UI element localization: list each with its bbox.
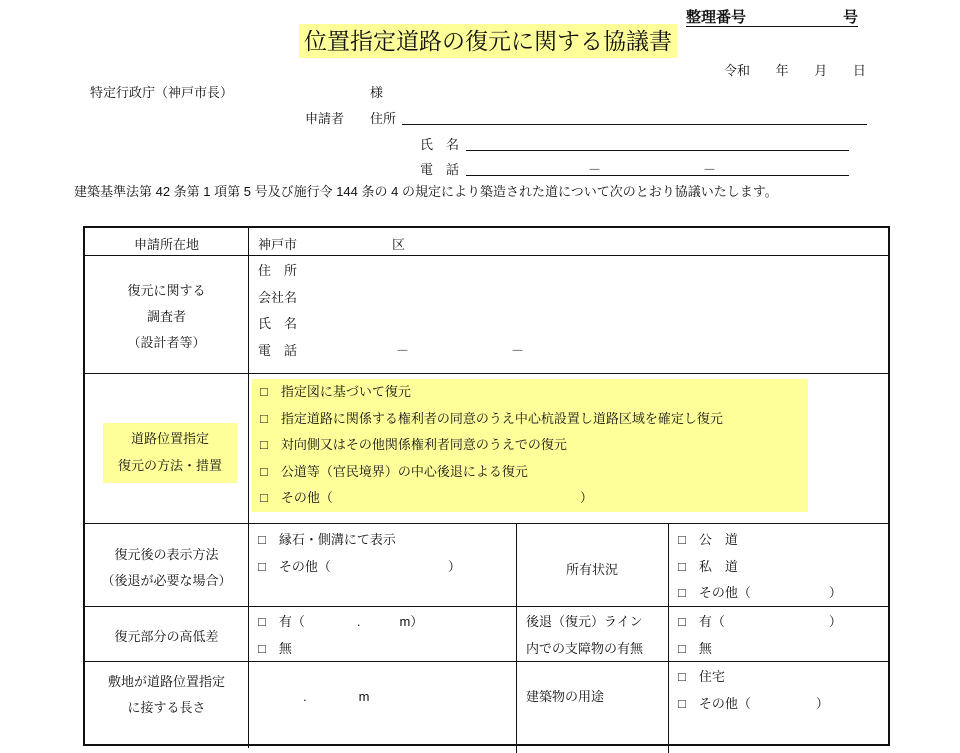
- method-option[interactable]: □ その他（ ）: [260, 490, 593, 505]
- applicant-label: 申請者: [305, 111, 345, 126]
- method-option[interactable]: □ 指定図に基づいて復元: [260, 384, 411, 399]
- use-options: [678, 664, 829, 717]
- label-line: 復元の方法・措置: [117, 458, 222, 473]
- reference-number-suffix: 号: [842, 9, 858, 26]
- height-diff-option[interactable]: □ 有（ . m）: [258, 614, 424, 629]
- investigator-company[interactable]: 会社名: [258, 289, 298, 305]
- ownership-label: 所有状況: [565, 562, 618, 577]
- phone-field[interactable]: [466, 159, 849, 176]
- name-label: 氏 名: [420, 137, 460, 152]
- label-line: （後退が必要な場合）: [101, 573, 232, 588]
- obstacles-option[interactable]: □ 無: [678, 640, 712, 656]
- method-option[interactable]: □ 対向側又はその他関係権利者同意のうえでの復元: [260, 437, 567, 452]
- label-line: （設計者等）: [127, 335, 206, 350]
- document-title: 位置指定道路の復元に関する協議書: [299, 24, 677, 58]
- label-line: 調査者: [146, 309, 186, 324]
- date-month: 月: [814, 63, 828, 78]
- phone-separator: －: [588, 162, 602, 177]
- label-line: に接する長さ: [127, 700, 206, 715]
- method-option[interactable]: □ 公道等（官民境界）の中心後退による復元: [260, 463, 528, 479]
- height-diff-options: [258, 609, 423, 662]
- use-option[interactable]: □ 住宅: [678, 669, 725, 684]
- location-label: 申請所在地: [133, 237, 199, 252]
- display-options: [258, 527, 461, 580]
- obstacles-label: [526, 609, 643, 662]
- label-line: 復元に関する: [127, 283, 206, 298]
- date-era: 令和: [724, 63, 751, 78]
- date-line: [724, 60, 866, 79]
- label-line: 後退（復元）ライン: [526, 614, 643, 629]
- investigator-label: [85, 278, 248, 356]
- method-label: [103, 423, 237, 483]
- obstacles-options: [678, 609, 842, 662]
- investigator-address[interactable]: 住 所: [258, 263, 298, 278]
- addressee: 特定行政庁（神戸市長）: [90, 85, 234, 100]
- label-line: 敷地が道路位置指定: [107, 674, 225, 689]
- phone-separator: －: [396, 342, 410, 358]
- investigator-phone[interactable]: [258, 338, 525, 365]
- obstacles-option[interactable]: □ 有（ ）: [678, 614, 842, 629]
- ownership-option[interactable]: □ 公 道: [678, 532, 738, 547]
- investigator-name[interactable]: 氏 名: [258, 316, 298, 331]
- phone-label: 電 話: [258, 342, 298, 358]
- phone-label: 電 話: [420, 162, 460, 177]
- label-line: 内での支障物の有無: [526, 640, 644, 656]
- display-option[interactable]: □ その他（ ）: [258, 558, 461, 574]
- intro-text: 建築基準法第 42 条第 1 項第 5 号及び施行令 144 条の 4 の規定により築造された道について次のとおり協議いたします。: [74, 184, 778, 199]
- frontage-value[interactable]: . m: [303, 689, 370, 704]
- ownership-option[interactable]: □ 私 道: [678, 558, 738, 574]
- label-line: 復元後の表示方法: [114, 547, 219, 562]
- location-ward: 区: [392, 237, 406, 252]
- phone-separator: －: [703, 162, 717, 177]
- date-year: 年: [775, 63, 789, 78]
- height-diff-label: 復元部分の高低差: [114, 629, 219, 644]
- reference-number-label: 整理番号: [686, 9, 747, 26]
- address-field[interactable]: [402, 108, 867, 125]
- location-city: 神戸市: [258, 237, 298, 252]
- investigator-fields: [258, 258, 525, 364]
- label-line: 道路位置指定: [130, 431, 209, 446]
- display-label: [85, 542, 248, 594]
- method-option[interactable]: □ 指定道路に関係する権利者の同意のうえ中心杭設置し道路区域を確定し復元: [260, 410, 723, 426]
- phone-separator: －: [511, 342, 525, 358]
- method-options: [252, 379, 808, 512]
- frontage-label: [85, 669, 248, 721]
- display-option[interactable]: □ 縁石・側溝にて表示: [258, 532, 396, 547]
- use-option[interactable]: □ その他（ ）: [678, 695, 829, 711]
- ownership-option[interactable]: □ その他（ ）: [678, 585, 842, 600]
- date-day: 日: [852, 63, 866, 78]
- use-label: 建築物の用途: [526, 689, 605, 704]
- reference-number: [686, 6, 858, 27]
- honorific: 様: [370, 85, 384, 100]
- agreement-table: [83, 226, 890, 746]
- ownership-options: [678, 527, 883, 607]
- address-label: 住所: [370, 111, 397, 126]
- name-field[interactable]: [466, 134, 849, 151]
- height-diff-option[interactable]: □ 無: [258, 640, 292, 656]
